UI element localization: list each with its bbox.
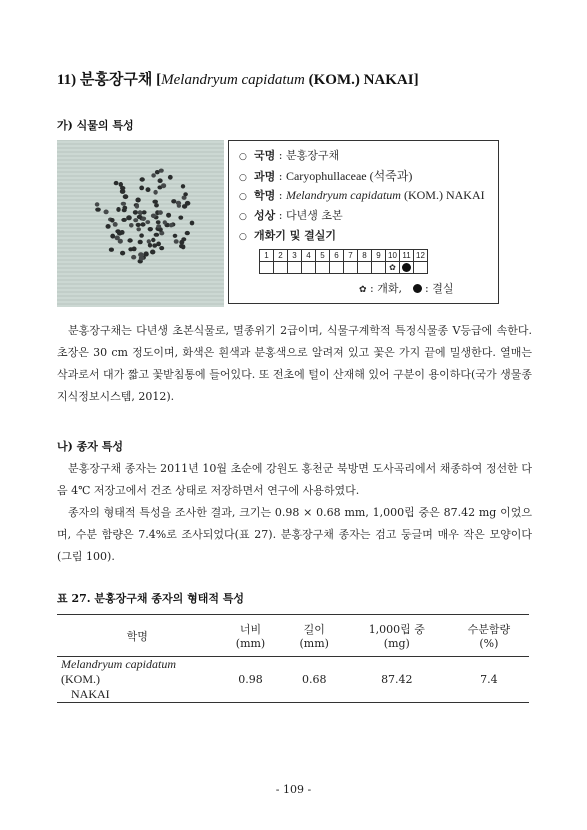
month-mark-cell bbox=[260, 262, 274, 274]
month-cell: 9 bbox=[372, 250, 386, 262]
month-mark-cell bbox=[372, 262, 386, 274]
cell-length: 0.68 bbox=[301, 673, 327, 686]
month-cell: 11 bbox=[400, 250, 414, 262]
month-mark-cell bbox=[302, 262, 316, 274]
table-row bbox=[57, 657, 529, 703]
phenology-legend: ✿ : 개화, : 결실 bbox=[359, 282, 454, 295]
month-cell: 1 bbox=[260, 250, 274, 262]
month-cell: 2 bbox=[274, 250, 288, 262]
month-cell: 6 bbox=[330, 250, 344, 262]
plant-info-box bbox=[228, 140, 499, 304]
month-mark-cell bbox=[386, 262, 400, 274]
month-mark-cell bbox=[316, 262, 330, 274]
info-row-habit: ○ 성상 : 다년생 초본 bbox=[239, 209, 343, 222]
month-mark-cell bbox=[344, 262, 358, 274]
info-row-korean-name: ○ 국명 : 분홍장구채 bbox=[239, 149, 340, 162]
flower-icon: ✿ bbox=[389, 263, 396, 272]
info-row-scientific-name: ○ 학명 : Melandryum capidatum (KOM.) NAKAI bbox=[239, 188, 485, 202]
header-moisture: 수분함량 (%) bbox=[467, 623, 511, 650]
section-b-title: 나) 종자 특성 bbox=[57, 440, 123, 453]
header-width: 너비 (mm) bbox=[235, 623, 266, 650]
table-caption: 표 27. 분홍장구채 종자의 형태적 특성 bbox=[57, 592, 245, 605]
page-number: - 109 - bbox=[275, 783, 312, 796]
month-mark-cell bbox=[330, 262, 344, 274]
description-paragraph: 분홍장구채는 다년생 초본식물로, 멸종위기 2급이며, 식물구계학적 특정식물종 V등급에 속한다. 초장은 30 cm 정도이며, 화색은 흰색과 분홍색으로 알려져 있고 꽃은 가지 끝에 밀생한다. 열매는 삭과로서 대가 짧고 꽃받침통에 들어있다. 또 전초에 털이 산재해 있어 구분이 용이하다(국가 생물종 지식정보시스템, 2012). bbox=[57, 324, 532, 403]
info-row-family: ○ 과명 : Caryophullaceae (석죽과) bbox=[239, 169, 413, 183]
fruit-dot-icon bbox=[402, 263, 411, 272]
header-weight: 1,000립 중 (mg) bbox=[368, 623, 425, 650]
month-cell: 4 bbox=[302, 250, 316, 262]
month-mark-cell bbox=[414, 262, 428, 274]
table-header-row bbox=[57, 615, 529, 657]
month-cell: 8 bbox=[358, 250, 372, 262]
flower-icon: ✿ bbox=[359, 285, 367, 295]
header-length: 길이 (mm) bbox=[299, 623, 329, 650]
month-mark-cell bbox=[288, 262, 302, 274]
cell-width: 0.98 bbox=[238, 673, 263, 686]
cell-scientific-name: Melandryum capidatum (KOM.) NAKAI bbox=[61, 657, 176, 701]
month-cell: 5 bbox=[316, 250, 330, 262]
page-heading: 11) 분홍장구채 [Melandryum capidatum (KOM.) NAKAI] bbox=[57, 72, 419, 88]
month-cell: 12 bbox=[414, 250, 428, 262]
month-cell: 10 bbox=[386, 250, 400, 262]
seed-trait-table bbox=[57, 614, 529, 703]
phenology-calendar bbox=[259, 249, 428, 274]
info-row-phenology: ○ 개화기 및 결실기 bbox=[239, 229, 337, 242]
section-a-title: 가) 식물의 특성 bbox=[57, 119, 134, 132]
header-scientific-name: 학명 bbox=[126, 629, 148, 643]
cell-weight: 87.42 bbox=[381, 673, 413, 686]
seed-photo bbox=[57, 140, 224, 307]
cell-moisture: 7.4 bbox=[480, 673, 498, 686]
month-cell: 3 bbox=[288, 250, 302, 262]
month-mark-cell bbox=[358, 262, 372, 274]
month-cell: 7 bbox=[344, 250, 358, 262]
fruit-dot-icon bbox=[413, 284, 422, 293]
month-mark-cell bbox=[274, 262, 288, 274]
seed-paragraphs: 분홍장구채 종자는 2011년 10월 초순에 강원도 홍천군 북방면 도사곡리에서 채종하여 정선한 다음 4℃ 저장고에서 건조 상태로 저장하면서 연구에 사용하였다. 종자의 형태적 특성을 조사한 결과, 크기는 0.98 × 0.68 mm, 1,000립 중은 87.42 mg 이었으며, 수분 함량은 7.4%로 조사되었다(표 27). 분홍장구채 종자는 검고 둥글며 매우 작은 모양이다(그림 100). bbox=[57, 462, 532, 563]
month-mark-cell bbox=[400, 262, 414, 274]
